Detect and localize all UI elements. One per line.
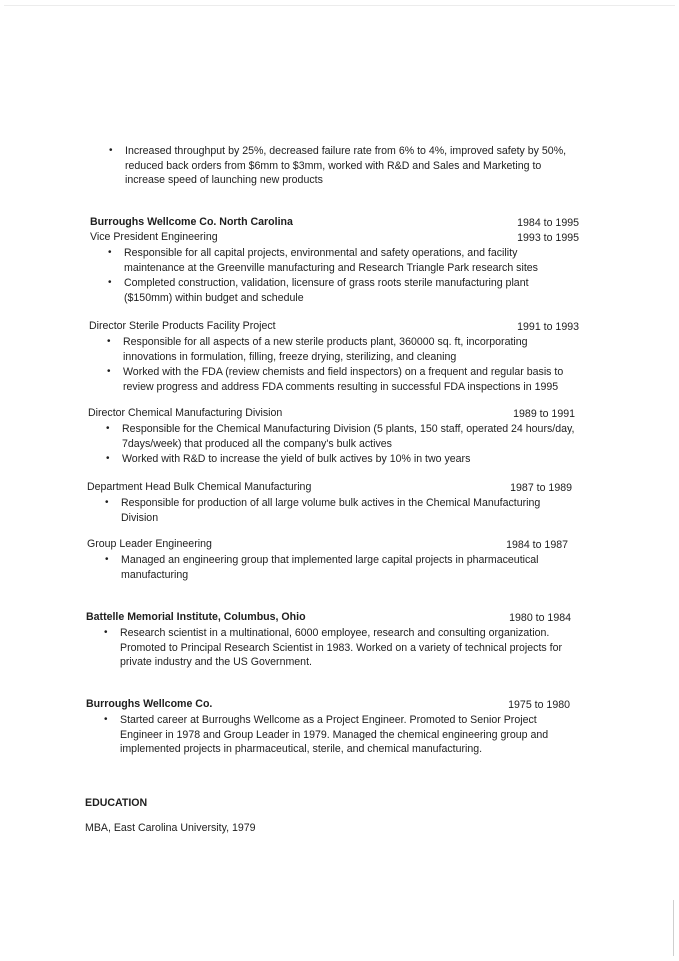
role-header bbox=[89, 319, 579, 334]
bullet-item: • Increased throughput by 25%, decreased failure rate from 6% to 4%, improved safety by 50%, reduced back orders from $6mm to $3mm, worked with R&D and Sales and Marketing to increase speed of launching new products bbox=[109, 144, 583, 188]
role-dates: 1993 to 1995 bbox=[517, 232, 579, 244]
role-dates: 1984 to 1987 bbox=[506, 539, 568, 551]
bullet-item: • Responsible for the Chemical Manufacturing Division (5 plants, 150 staff, operated 24 hours/day, 7days/week) that produced all the company's bulk actives bbox=[106, 422, 575, 451]
bullet-item: • Research scientist in a multinational, 6000 employee, research and consulting organization. Promoted to Principal Research Scientist in 1983. Worked on a variety of technical projects for private industry and the US Government. bbox=[104, 626, 576, 670]
company-name: Burroughs Wellcome Co. bbox=[86, 698, 213, 710]
job-bullet-list bbox=[104, 713, 570, 757]
role-header bbox=[87, 537, 568, 552]
role-header bbox=[88, 406, 575, 421]
role-bullet-list bbox=[105, 553, 568, 582]
job-dates: 1980 to 1984 bbox=[509, 612, 571, 624]
role-header bbox=[90, 230, 579, 245]
intro-section bbox=[109, 143, 583, 188]
bullet-item: • Worked with the FDA (review chemists and field inspectors) on a frequent and regular basis to review progress and address FDA comments resulting in successful FDA inspections in 1995 bbox=[107, 365, 579, 394]
job-dates: 1984 to 1995 bbox=[517, 217, 579, 229]
role-sterile-products bbox=[89, 319, 579, 394]
job-burroughs-nc bbox=[90, 215, 579, 305]
bullet-item: • Completed construction, validation, licensure of grass roots sterile manufacturing plant ($150mm) within budget and schedule bbox=[108, 276, 579, 305]
job-header bbox=[86, 697, 570, 712]
job-battelle bbox=[86, 610, 576, 670]
bullet-item: • Responsible for all aspects of a new sterile products plant, 360000 sq. ft, incorporating innovations in formulation, filling, freeze drying, sterilizing, and cleaning bbox=[107, 335, 579, 364]
page-right-edge bbox=[673, 900, 674, 956]
job-burroughs bbox=[86, 697, 570, 757]
intro-bullet-list bbox=[109, 144, 583, 188]
role-bullet-list bbox=[107, 335, 579, 394]
bullet-item: • Worked with R&D to increase the yield of bulk actives by 10% in two years bbox=[106, 452, 575, 467]
role-dates: 1989 to 1991 bbox=[513, 408, 575, 420]
company-name: Battelle Memorial Institute, Columbus, Ohio bbox=[86, 611, 306, 623]
role-dates: 1987 to 1989 bbox=[510, 482, 572, 494]
role-title: Director Chemical Manufacturing Division bbox=[88, 407, 283, 419]
role-chemical-manufacturing bbox=[88, 406, 575, 467]
education-entry: MBA, East Carolina University, 1979 bbox=[85, 822, 256, 834]
role-title: Director Sterile Products Facility Project bbox=[89, 320, 276, 332]
role-bulk-chemical bbox=[87, 480, 572, 525]
role-title: Department Head Bulk Chemical Manufacturing bbox=[87, 481, 312, 493]
role-bullet-list bbox=[105, 496, 572, 525]
bullet-item: • Managed an engineering group that implemented large capital projects in pharmaceutical manufacturing bbox=[105, 553, 568, 582]
bullet-item: • Started career at Burroughs Wellcome as a Project Engineer. Promoted to Senior Project Engineer in 1978 and Group Leader in 1979. Managed the chemical engineering group and implemented projects in pharmaceutical, sterile, and chemical manufacturing. bbox=[104, 713, 570, 757]
job-header bbox=[90, 215, 579, 230]
role-dates: 1991 to 1993 bbox=[517, 321, 579, 333]
bullet-item: • Responsible for production of all large volume bulk actives in the Chemical Manufacturing Division bbox=[105, 496, 572, 525]
role-header bbox=[87, 480, 572, 495]
role-title: Group Leader Engineering bbox=[87, 538, 212, 550]
bullet-item: • Responsible for all capital projects, environmental and safety operations, and facility maintenance at the Greenville manufacturing and Research Triangle Park research sites bbox=[108, 246, 579, 275]
page-top-edge bbox=[4, 5, 675, 6]
role-bullet-list bbox=[106, 422, 575, 467]
company-name: Burroughs Wellcome Co. North Carolina bbox=[90, 216, 293, 228]
education-heading: EDUCATION bbox=[85, 797, 148, 809]
job-bullet-list bbox=[104, 626, 576, 670]
job-dates: 1975 to 1980 bbox=[508, 699, 570, 711]
job-header bbox=[86, 610, 576, 625]
role-group-leader bbox=[87, 537, 568, 582]
role-bullet-list bbox=[108, 246, 579, 305]
role-title: Vice President Engineering bbox=[90, 231, 218, 243]
